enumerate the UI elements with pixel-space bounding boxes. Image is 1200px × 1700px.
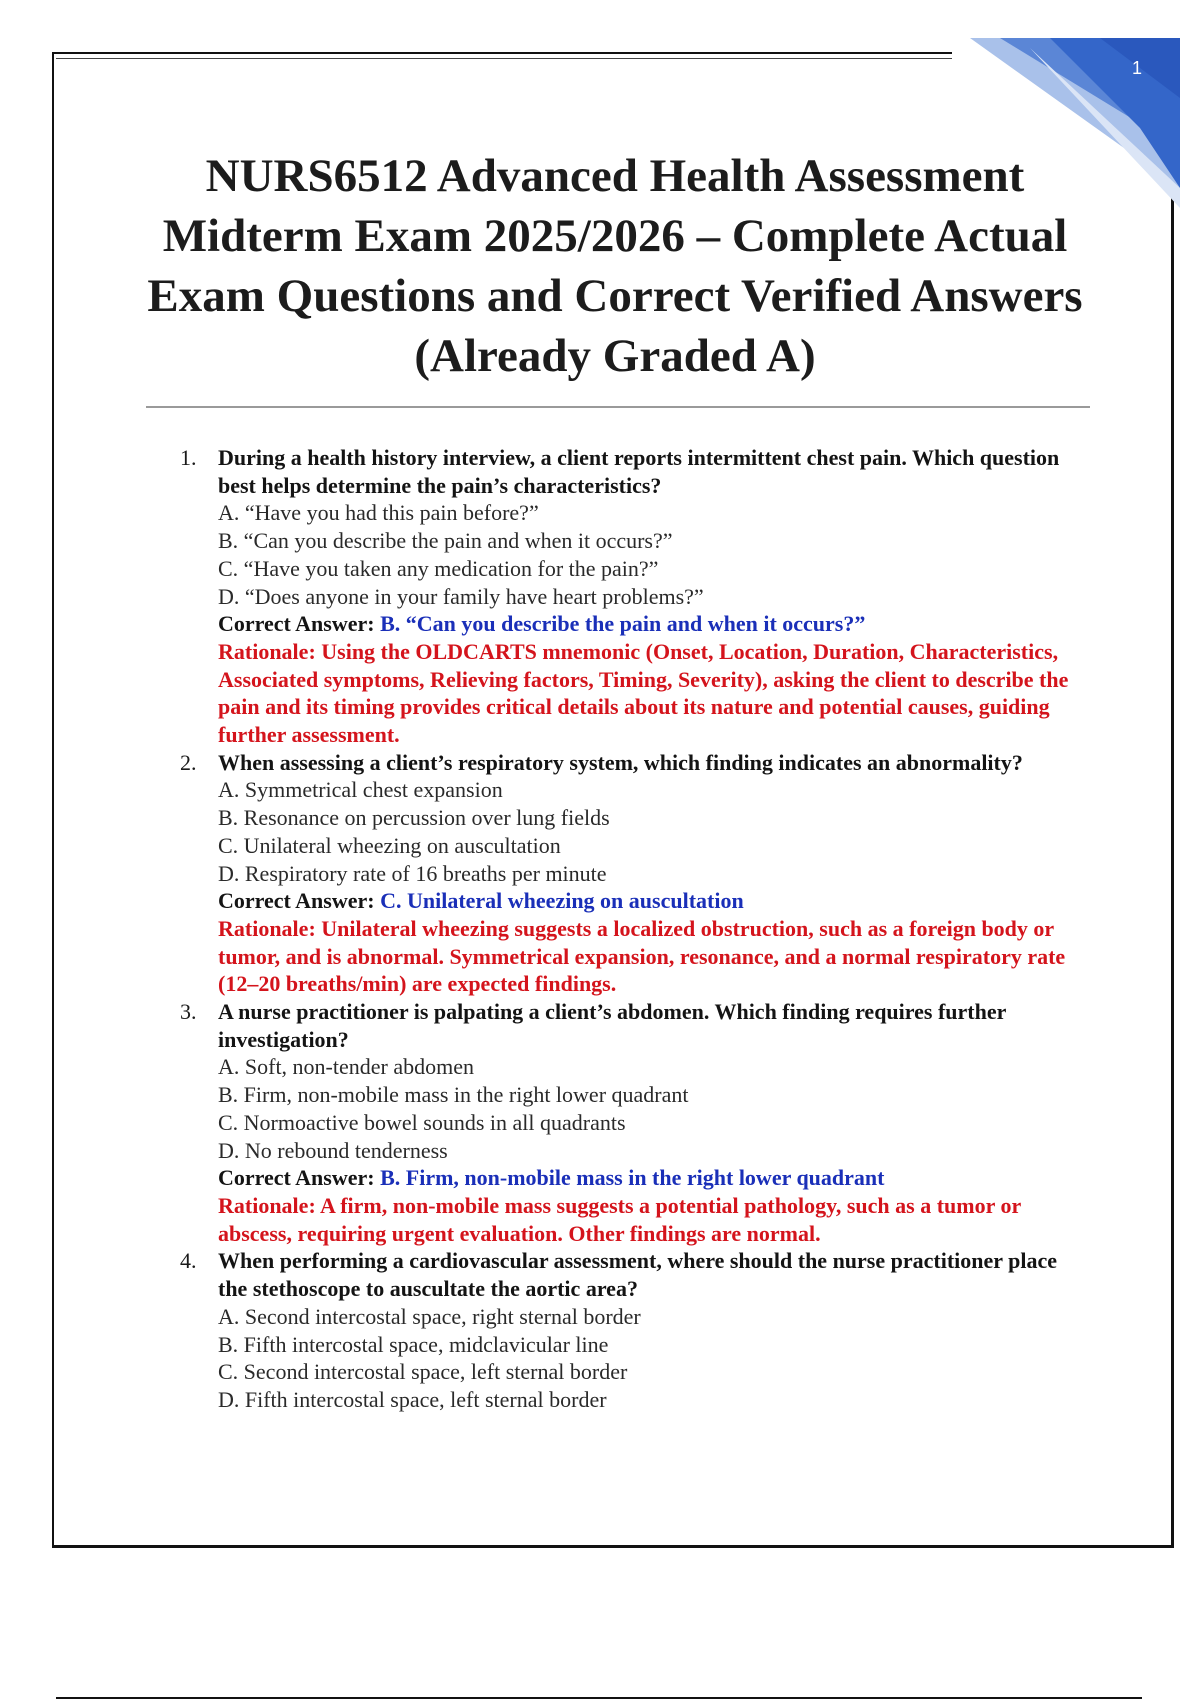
correct-answer-label: Correct Answer: [218,888,375,914]
answer-option: A. Soft, non-tender abdomen [218,1054,474,1080]
question-item [170,1247,1090,1413]
answer-option: C. Second intercostal space, left sternal border [218,1359,628,1385]
answer-option: D. No rebound tenderness [218,1137,448,1163]
rationale-text: Rationale: Using the OLDCARTS mnemonic (Onset, Location, Duration, Characteristics, Associated symptoms, Relieving factors, Timing, Severity), asking the client to describe the pain and its timing provides critical details about its nature and potential causes, guiding further assessment. [218,638,1069,748]
answer-option: A. Second intercostal space, right sternal border [218,1303,641,1329]
header-rule-inner [56,58,952,59]
question-number: 3. [180,999,197,1025]
page-number: 1 [1131,58,1142,78]
question-item [170,444,1090,749]
answer-option: B. Firm, non-mobile mass in the right lower quadrant [218,1082,689,1108]
answer-option: D. Respiratory rate of 16 breaths per minute [218,860,607,886]
answer-option: B. “Can you describe the pain and when it occurs?” [218,528,673,554]
question-item [170,998,1090,1247]
footer-rule [56,1697,1142,1699]
header-rule [52,52,952,54]
question-text: When assessing a client’s respiratory system, which finding indicates an abnormality? [218,749,1023,775]
title-divider [146,406,1090,408]
question-number: 2. [180,749,197,775]
correct-answer-label: Correct Answer: [218,1165,375,1191]
rationale-text: Rationale: A firm, non-mobile mass suggests a potential pathology, such as a tumor or abscess, requiring urgent evaluation. Other findings are normal. [218,1192,1021,1246]
document-title: NURS6512 Advanced Health Assessment Midterm Exam 2025/2026 – Complete Actual Exam Questions and Correct Verified Answers (Already Graded A) [147,150,1083,382]
answer-option: D. “Does anyone in your family have heart problems?” [218,583,704,609]
answer-option: D. Fifth intercostal space, left sternal border [218,1386,607,1412]
rationale-text: Rationale: Unilateral wheezing suggests a localized obstruction, such as a foreign body or tumor, and is abnormal. Symmetrical expansion, resonance, and a normal respiratory rate (12–20 breaths/min) are expected findings. [218,915,1066,997]
correct-answer-line [218,1164,1090,1192]
question-list [170,444,1090,1414]
answer-option: A. Symmetrical chest expansion [218,777,503,803]
correct-answer-line [218,610,1090,638]
answer-option: C. Normoactive bowel sounds in all quadrants [218,1109,626,1135]
answer-option: C. Unilateral wheezing on auscultation [218,832,561,858]
question-item [170,749,1090,998]
question-text: During a health history interview, a client reports intermittent chest pain. Which question best helps determine the pain’s characteristics? [218,445,1060,498]
question-number: 4. [180,1248,197,1274]
question-text: A nurse practitioner is palpating a client’s abdomen. Which finding requires further investigation? [218,999,1006,1052]
correct-answer-value: B. “Can you describe the pain and when it occurs?” [380,611,866,637]
correct-answer-label: Correct Answer: [218,611,375,637]
question-number: 1. [180,445,197,470]
correct-answer-value: C. Unilateral wheezing on auscultation [380,888,744,914]
question-text: When performing a cardiovascular assessment, where should the nurse practitioner place the stethoscope to auscultate the aortic area? [218,1248,1058,1302]
answer-option: C. “Have you taken any medication for the pain?” [218,555,659,581]
answer-option: B. Fifth intercostal space, midclavicular line [218,1331,609,1357]
answer-option: A. “Have you had this pain before?” [218,500,539,526]
correct-answer-value: B. Firm, non-mobile mass in the right lower quadrant [380,1165,885,1191]
correct-answer-line [218,887,1090,915]
answer-option: B. Resonance on percussion over lung fields [218,805,610,831]
